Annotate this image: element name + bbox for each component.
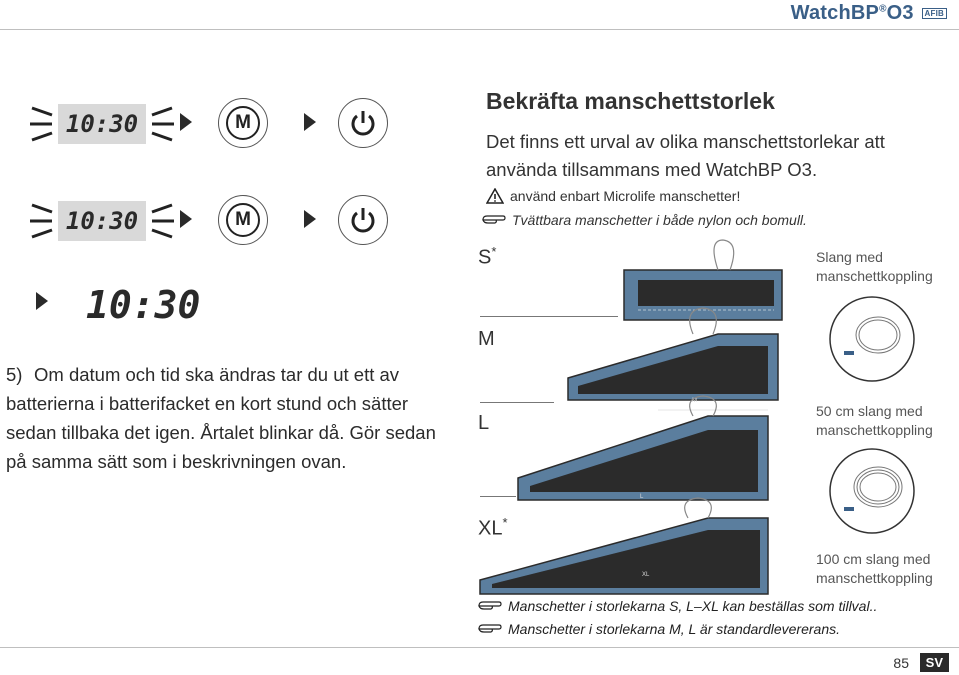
power-button[interactable] xyxy=(338,195,388,245)
arrow-right-icon xyxy=(304,210,316,228)
section-intro: Det finns ett urval av olika manschettstorlekar att använda tillsammans med WatchBP O3. xyxy=(486,131,885,180)
m-button[interactable]: M xyxy=(218,195,268,245)
hose-caption-3: 100 cm slang med manschettkoppling xyxy=(816,551,933,586)
lcd-display: 10:30 xyxy=(58,201,146,241)
cuff-m xyxy=(568,308,778,410)
m-button[interactable]: M xyxy=(218,98,268,148)
cuff-mark-m: M xyxy=(692,398,697,404)
hose-caption-2: 50 cm slang med manschettkoppling xyxy=(816,403,933,438)
flash-lines-left-icon xyxy=(28,98,58,150)
language-badge: SV xyxy=(920,653,949,672)
cuff-xl xyxy=(480,498,768,594)
hose-caption-1: Slang med manschettkoppling xyxy=(816,249,933,284)
afib-badge: AFIB xyxy=(922,8,947,19)
hose-50cm-icon xyxy=(828,447,916,535)
size-label-l: L xyxy=(478,412,490,434)
flash-lines-left-icon xyxy=(28,195,58,247)
footer-note-2: Manschetter i storlekarna M, L är standardlevererans. xyxy=(478,621,840,637)
flash-lines-right-icon xyxy=(146,98,176,150)
arrow-right-icon xyxy=(304,113,316,131)
display-row-1 xyxy=(28,98,428,154)
arrow-right-icon xyxy=(36,292,48,310)
display-row-2 xyxy=(28,195,428,251)
warning-icon xyxy=(486,188,504,204)
size-label-s: S* xyxy=(478,244,497,269)
warning-line: använd enbart Microlife manschetter! xyxy=(486,188,740,204)
header-rule xyxy=(0,29,959,30)
cuffs-illustration xyxy=(478,238,798,600)
footer-rule xyxy=(0,647,959,648)
time-display: 10:30 xyxy=(86,283,201,327)
size-label-m: M xyxy=(478,328,495,350)
arrow-right-icon xyxy=(180,113,192,131)
hose-coupling-icon xyxy=(828,295,916,383)
footer-note-1: Manschetter i storlekarna S, L–XL kan beställas som tillval.. xyxy=(478,598,877,614)
power-icon xyxy=(348,108,378,138)
pointing-hand-icon xyxy=(478,599,502,613)
cuff-l xyxy=(518,396,768,500)
cuff-mark-l: L xyxy=(640,494,644,500)
power-button[interactable] xyxy=(338,98,388,148)
size-label-xl: XL* xyxy=(478,515,508,540)
page-number: 85 xyxy=(893,655,909,671)
pointing-hand-icon xyxy=(482,213,506,227)
lcd-display: 10:30 xyxy=(58,104,146,144)
note-line: Tvättbara manschetter i både nylon och bomull. xyxy=(482,212,807,228)
brand-logo: WatchBP®O3 AFIB xyxy=(791,2,947,25)
flash-lines-right-icon xyxy=(146,195,176,247)
power-icon xyxy=(348,205,378,235)
section-title: Bekräfta manschettstorlek xyxy=(486,88,775,114)
pointing-hand-icon xyxy=(478,622,502,636)
arrow-right-icon xyxy=(180,210,192,228)
step-5-text: 5) Om datum och tid ska ändras tar du ut ett av batterierna i batterifacket en kort stund och sätter sedan tillbaka det igen. Årtalet blinkar då. Gör sedan på samma sätt som i beskrivningen ovan. xyxy=(6,364,436,472)
cuff-mark-xl: XL xyxy=(642,572,650,578)
